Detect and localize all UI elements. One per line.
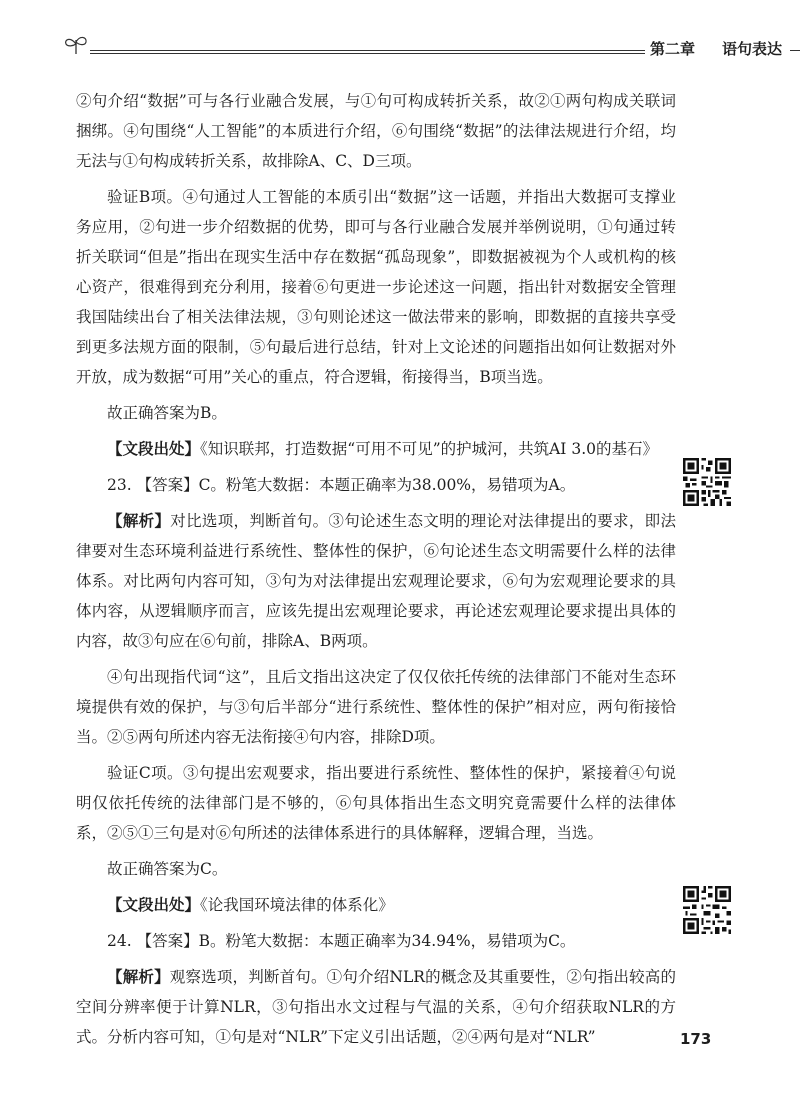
answer-line: 故正确答案为C。: [107, 860, 228, 878]
analysis-label: 【解析】: [107, 967, 170, 986]
question-answer: 23. 【答案】C。粉笔大数据：本题正确率为38.00%，易错项为A。: [107, 476, 576, 494]
sprout-icon: [62, 34, 90, 56]
chapter-title: 第二章: [650, 40, 696, 58]
source-label: 【文段出处】: [107, 439, 201, 458]
paragraph: 验证B项。④句通过人工智能的本质引出“数据”这一话题，并指出大数据可支撑业务应用，②句进一步介绍数据的优势，即可与各行业融合发展并举例说明，①句通过转折关联词“但是”指出在现实生活中存在数据“孤岛现象”，即数据被视为个人或机构的核心资产，很难得到充分利用，接着⑥句更进一步论述这一问题，指出针对数据安全管理我国陆续出台了相关法律法规，③句则论述这一做法带来的影响，即数据的直接共享受到更多法规方面的限制，⑤句最后进行总结，针对上文论述的问题指出如何让数据对外开放，成为数据“可用”关心的重点，符合逻辑，衔接得当，B项当选。: [76, 188, 676, 386]
source-label: 【文段出处】: [107, 895, 201, 914]
paragraph: ②句介绍“数据”可与各行业融合发展，与①句可构成转折关系，故②①两句构成关联词捆绑。④句围绕“人工智能”的本质进行介绍，⑥句围绕“数据”的法律法规进行介绍，均无法与①句构成转折关系，故排除A、C、D三项。: [76, 92, 676, 170]
qr-code-icon[interactable]: [683, 458, 731, 506]
page-number: 173: [680, 1030, 712, 1048]
paragraph: 验证C项。③句提出宏观要求，指出要进行系统性、整体性的保护，紧接着④句说明仅依托传统的法律部门是不够的，⑥句具体指出生态文明究竟需要什么样的法律体系，②⑤①三句是对⑥句所述的法律体系进行的具体解释，逻辑合理，当选。: [76, 764, 676, 842]
header-rule-double: [90, 53, 645, 54]
source-line: [76, 434, 676, 464]
qr-code-icon[interactable]: [683, 886, 731, 934]
page-content: [76, 86, 676, 1052]
analysis-text: 对比选项，判断首句。③句论述生态文明的理论对法律提出的要求，即法律要对生态环境利益进行系统性、整体性的保护，⑥句论述生态文明需要什么样的法律体系。对比两句内容可知，③句为对法律提出宏观理论要求，⑥句为宏观理论要求的具体内容，从逻辑顺序而言，应该先提出宏观理论要求，再论述宏观理论要求提出具体的内容，故③句应在⑥句前，排除A、B两项。: [76, 512, 676, 650]
paragraph: ④句出现指代词“这”，且后文指出这决定了仅仅依托传统的法律部门不能对生态环境提供有效的保护，与③句后半部分“进行系统性、整体性的保护”相对应，两句衔接恰当。②⑤两句所述内容无法衔接④句内容，排除D项。: [76, 668, 676, 746]
header-rule-tail: [790, 50, 800, 51]
source-text: 《论我国环境法律的体系化》: [200, 896, 394, 914]
source-text: 《知识联邦，打造数据“可用不可见”的护城河，共筑AI 3.0的基石》: [200, 440, 659, 458]
analysis-paragraph: [76, 506, 676, 656]
analysis-label: 【解析】: [107, 511, 171, 530]
section-title: 语句表达: [722, 40, 783, 58]
header-rule: [90, 50, 645, 51]
answer-line: 故正确答案为B。: [107, 404, 227, 422]
analysis-text: 观察选项，判断首句。①句介绍NLR的概念及其重要性，②句指出较高的空间分辨率便于计算NLR，③句指出水文过程与气温的关系，④句介绍获取NLR的方式。分析内容可知，①句是对“NLR”下定义引出话题，②④两句是对“NLR”: [76, 968, 676, 1046]
question-answer: 24. 【答案】B。粉笔大数据：本题正确率为34.94%，易错项为C。: [107, 932, 576, 950]
source-line: [76, 890, 676, 920]
page-header: [60, 34, 783, 64]
analysis-paragraph: [76, 962, 676, 1052]
